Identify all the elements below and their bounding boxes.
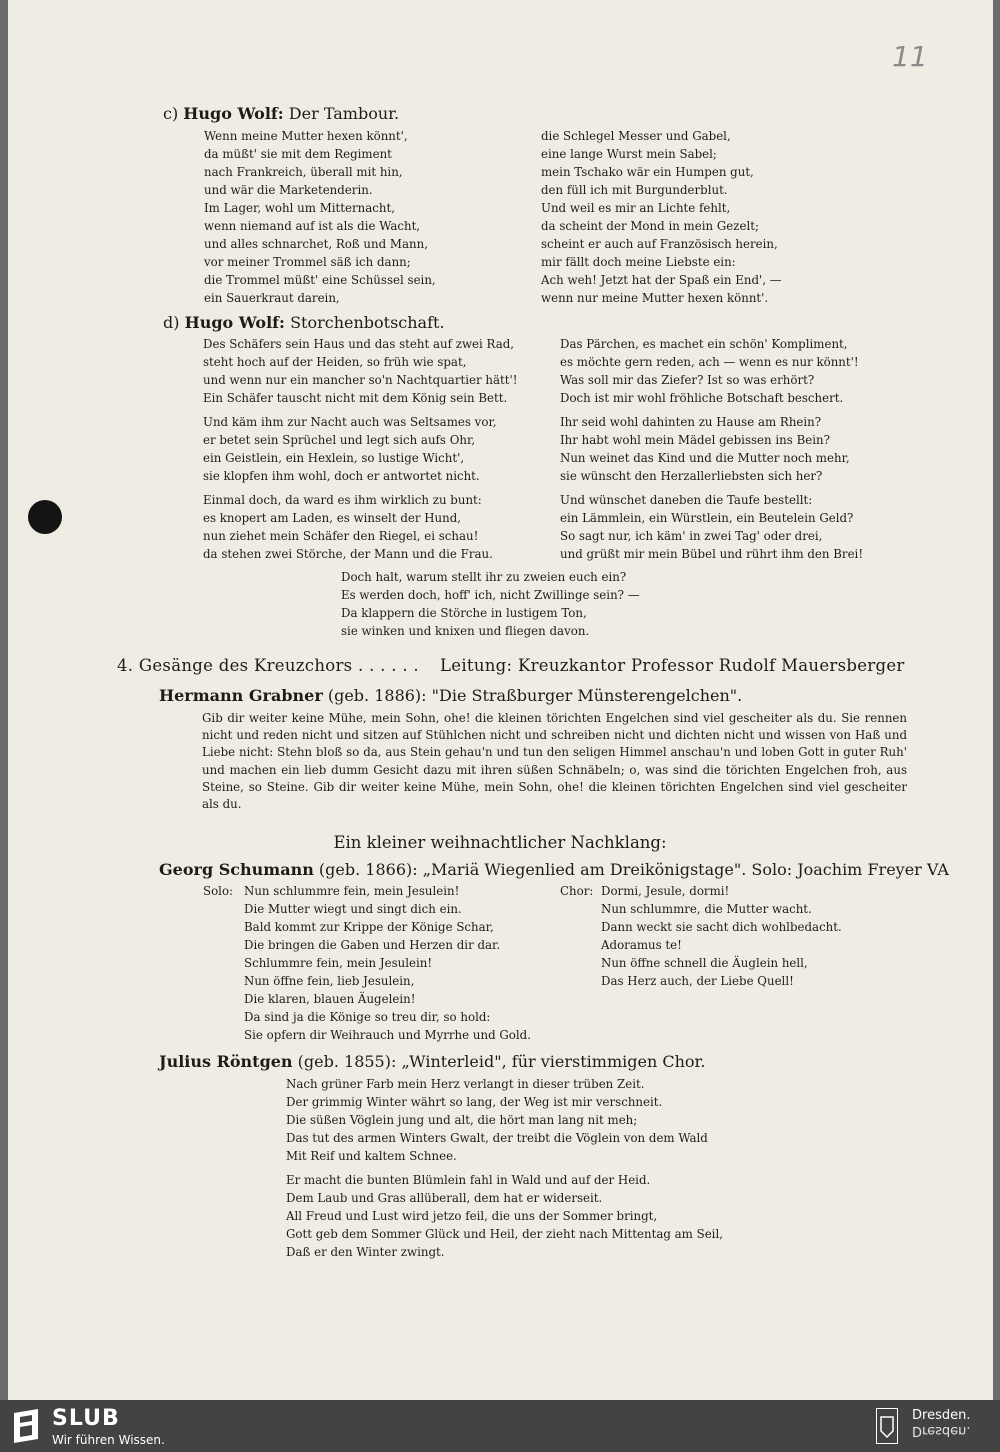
work-info: (geb. 1886): "Die Straßburger Münsterengelchen". xyxy=(322,686,743,705)
verse-line: Er macht die bunten Blümlein fahl in Wald und auf der Heid. xyxy=(286,1173,651,1187)
verse-line: Bald kommt zur Krippe der Könige Schar, xyxy=(244,920,494,934)
section-label: c) xyxy=(163,104,179,123)
composer-name: Hugo Wolf: xyxy=(183,104,284,123)
song-title: Der Tambour. xyxy=(288,104,400,123)
verse-line: Nun öffne schnell die Äuglein hell, xyxy=(601,956,808,970)
chor-label: Chor: xyxy=(560,884,594,898)
verse-line: Gott geb dem Sommer Glück und Heil, der zieht nach Mittentag am Seil, xyxy=(286,1227,723,1241)
verse-line: sie klopfen ihm wohl, doch er antwortet nicht. xyxy=(203,469,480,483)
composer-name: Georg Schumann xyxy=(159,860,314,879)
verse-line: nach Frankreich, überall mit hin, xyxy=(204,165,403,179)
roentgen-verse xyxy=(286,1075,723,1261)
verse-line: Sie opfern dir Weihrauch und Myrrhe und Gold. xyxy=(244,1028,531,1042)
verse-line: Nun schlummre fein, mein Jesulein! xyxy=(244,884,460,898)
grabner-heading xyxy=(159,686,742,705)
verse-line: Und wünschet daneben die Taufe bestellt: xyxy=(560,493,813,507)
work-info: (geb. 1866): „Mariä Wiegenlied am Dreikönigstage". Solo: Joachim Freyer VA xyxy=(313,860,949,879)
section-4-heading xyxy=(117,656,905,678)
library-name: SLUB xyxy=(52,1406,120,1431)
verse-line: wenn nur meine Mutter hexen könnt'. xyxy=(541,291,769,305)
verse-line: Daß er den Winter zwingt. xyxy=(286,1245,445,1259)
verse-line: Die klaren, blauen Äugelein! xyxy=(244,992,416,1006)
city-wordmark xyxy=(912,1408,970,1438)
verse-line: Es werden doch, hoff' ich, nicht Zwillinge sein? — xyxy=(341,588,640,602)
verse-line: Doch ist mir wohl fröhliche Botschaft beschert. xyxy=(560,391,844,405)
storch-verse-col2 xyxy=(560,335,863,563)
composer-name: Hugo Wolf: xyxy=(184,313,285,332)
verse-line: wenn niemand auf ist als die Wacht, xyxy=(204,219,421,233)
roentgen-heading xyxy=(159,1052,706,1071)
verse-line: Und käm ihm zur Nacht auch was Seltsames vor, xyxy=(203,415,497,429)
storch-closing-verse xyxy=(341,568,640,640)
punch-hole xyxy=(28,500,62,534)
verse-line: Schlummre fein, mein Jesulein! xyxy=(244,956,433,970)
section-d-heading xyxy=(163,313,445,332)
section-4-title: 4. Gesänge des Kreuzchors . . . . . . xyxy=(117,656,419,675)
verse-line: mir fällt doch meine Liebste ein: xyxy=(541,255,736,269)
verse-line: Die süßen Vöglein jung und alt, die hört man lang nit meh; xyxy=(286,1113,638,1127)
verse-line: die Trommel müßt' eine Schüssel sein, xyxy=(204,273,436,287)
verse-line: nun ziehet mein Schäfer den Riegel, ei schau! xyxy=(203,529,479,543)
city-name-mirrored: Dresden. xyxy=(912,1423,971,1438)
verse-line: All Freud und Lust wird jetzo feil, die uns der Sommer bringt, xyxy=(286,1209,658,1223)
verse-line: Da sind ja die Könige so treu dir, so hold: xyxy=(244,1010,491,1024)
verse-line: Das Herz auch, der Liebe Quell! xyxy=(601,974,794,988)
section-label: d) xyxy=(163,313,180,332)
song-title: Storchenbotschaft. xyxy=(290,313,445,332)
verse-line: Die Mutter wiegt und singt dich ein. xyxy=(244,902,462,916)
city-name: Dresden. xyxy=(912,1408,971,1423)
verse-line: Dann weckt sie sacht dich wohlbedacht. xyxy=(601,920,842,934)
storch-verse-col1 xyxy=(203,335,517,563)
verse-line: und wär die Marketenderin. xyxy=(204,183,373,197)
page-number: 11 xyxy=(892,40,928,73)
library-tagline: Wir führen Wissen. xyxy=(52,1433,165,1447)
verse-line: scheint er auch auf Französisch herein, xyxy=(541,237,778,251)
verse-line: ein Geistlein, ein Hexlein, so lustige Wicht', xyxy=(203,451,465,465)
verse-line: er betet sein Sprüchel und legt sich aufs Ohr, xyxy=(203,433,476,447)
verse-line: ein Lämmlein, ein Würstlein, ein Beutelein Geld? xyxy=(560,511,854,525)
verse-line: da müßt' sie mit dem Regiment xyxy=(204,147,392,161)
verse-line: sie wünscht den Herzallerliebsten sich her? xyxy=(560,469,823,483)
verse-line: Da klappern die Störche in lustigem Ton, xyxy=(341,606,587,620)
slub-logo-icon xyxy=(12,1409,40,1443)
verse-line: Nun schlummre, die Mutter wacht. xyxy=(601,902,812,916)
verse-line: da scheint der Mond in mein Gezelt; xyxy=(541,219,759,233)
schumann-heading xyxy=(159,860,949,879)
verse-line: und alles schnarchet, Roß und Mann, xyxy=(204,237,428,251)
work-info: (geb. 1855): „Winterleid", für vierstimmigen Chor. xyxy=(292,1052,706,1071)
solo-verse xyxy=(244,882,531,1044)
verse-line: Nun weinet das Kind und die Mutter noch mehr, xyxy=(560,451,850,465)
verse-line: Und weil es mir an Lichte fehlt, xyxy=(541,201,731,215)
verse-line: den füll ich mit Burgunderblut. xyxy=(541,183,728,197)
verse-line: es knopert am Laden, es winselt der Hund, xyxy=(203,511,462,525)
verse-line: Ein Schäfer tauscht nicht mit dem König sein Bett. xyxy=(203,391,508,405)
tambour-verse-col2 xyxy=(541,127,782,307)
verse-line: Der grimmig Winter währt so lang, der Weg ist mir verschneit. xyxy=(286,1095,663,1109)
library-footer xyxy=(0,1400,1000,1452)
christmas-heading: Ein kleiner weihnachtlicher Nachklang: xyxy=(333,833,667,852)
verse-line: Das Pärchen, es machet ein schön' Kompliment, xyxy=(560,337,848,351)
verse-line: Das tut des armen Winters Gwalt, der treibt die Vöglein von dem Wald xyxy=(286,1131,708,1145)
verse-line: ein Sauerkraut darein, xyxy=(204,291,340,305)
dresden-crest-icon xyxy=(876,1408,898,1444)
verse-line: Im Lager, wohl um Mitternacht, xyxy=(204,201,395,215)
chor-verse xyxy=(601,882,842,990)
verse-line: Einmal doch, da ward es ihm wirklich zu bunt: xyxy=(203,493,482,507)
verse-line: eine lange Wurst mein Sabel; xyxy=(541,147,717,161)
verse-line: und grüßt mir mein Bübel und rührt ihm den Brei! xyxy=(560,547,864,561)
verse-line: Was soll mir das Ziefer? Ist so was erhört? xyxy=(560,373,815,387)
verse-line: Adoramus te! xyxy=(601,938,682,952)
composer-name: Julius Röntgen xyxy=(159,1052,293,1071)
verse-line: Dem Laub und Gras allüberall, dem hat er widerseit. xyxy=(286,1191,603,1205)
verse-line: Die bringen die Gaben und Herzen dir dar. xyxy=(244,938,501,952)
verse-line: Wenn meine Mutter hexen könnt', xyxy=(204,129,408,143)
section-c-heading xyxy=(163,104,399,123)
verse-line: Nach grüner Farb mein Herz verlangt in dieser trüben Zeit. xyxy=(286,1077,645,1091)
tambour-verse-col1 xyxy=(204,127,436,307)
verse-line: die Schlegel Messer und Gabel, xyxy=(541,129,731,143)
verse-line: Ihr habt wohl mein Mädel gebissen ins Bein? xyxy=(560,433,830,447)
verse-line: Ihr seid wohl dahinten zu Hause am Rhein? xyxy=(560,415,822,429)
section-4-direction: Leitung: Kreuzkantor Professor Rudolf Mauersberger xyxy=(440,656,905,675)
composer-name: Hermann Grabner xyxy=(159,686,323,705)
verse-line: sie winken und knixen und fliegen davon. xyxy=(341,624,590,638)
verse-line: da stehen zwei Störche, der Mann und die Frau. xyxy=(203,547,493,561)
grabner-text: Gib dir weiter keine Mühe, mein Sohn, ohe! die kleinen törichten Engelchen sind viel gescheiter als du. Sie rennen nicht und reden nicht und sitzen auf Stühlchen nicht und schreiben nicht und dichten nicht und wissen von Haß und Liebe nicht: Stehn bloß so da, aus Stein gehau'n und tun den seligen Himmel anschau'n und loben Gott in guter Ruh' und machen ein lieb dumm Gesicht dazu mit ihren süßen Schnäbeln; o, was sind die törichten Engelchen froh, aus Steine, so Steine. Gib dir weiter keine Mühe, mein Sohn, ohe! die kleinen törichten Engelchen sind viel gescheiter als du. xyxy=(202,711,907,812)
verse-line: So sagt nur, ich käm' in zwei Tag' oder drei, xyxy=(560,529,823,543)
verse-line: Dormi, Jesule, dormi! xyxy=(601,884,730,898)
verse-line: vor meiner Trommel säß ich dann; xyxy=(204,255,411,269)
verse-line: es möchte gern reden, ach — wenn es nur könnt'! xyxy=(560,355,859,369)
verse-line: mein Tschako wär ein Humpen gut, xyxy=(541,165,754,179)
verse-line: Mit Reif und kaltem Schnee. xyxy=(286,1149,457,1163)
verse-line: Doch halt, warum stellt ihr zu zweien euch ein? xyxy=(341,570,627,584)
verse-line: Nun öffne fein, lieb Jesulein, xyxy=(244,974,415,988)
verse-line: Ach weh! Jetzt hat der Spaß ein End', — xyxy=(541,273,782,287)
verse-line: und wenn nur ein mancher so'n Nachtquartier hätt'! xyxy=(203,373,518,387)
verse-line: steht hoch auf der Heiden, so früh wie spat, xyxy=(203,355,467,369)
solo-label: Solo: xyxy=(203,884,234,898)
verse-line: Des Schäfers sein Haus und das steht auf zwei Rad, xyxy=(203,337,515,351)
